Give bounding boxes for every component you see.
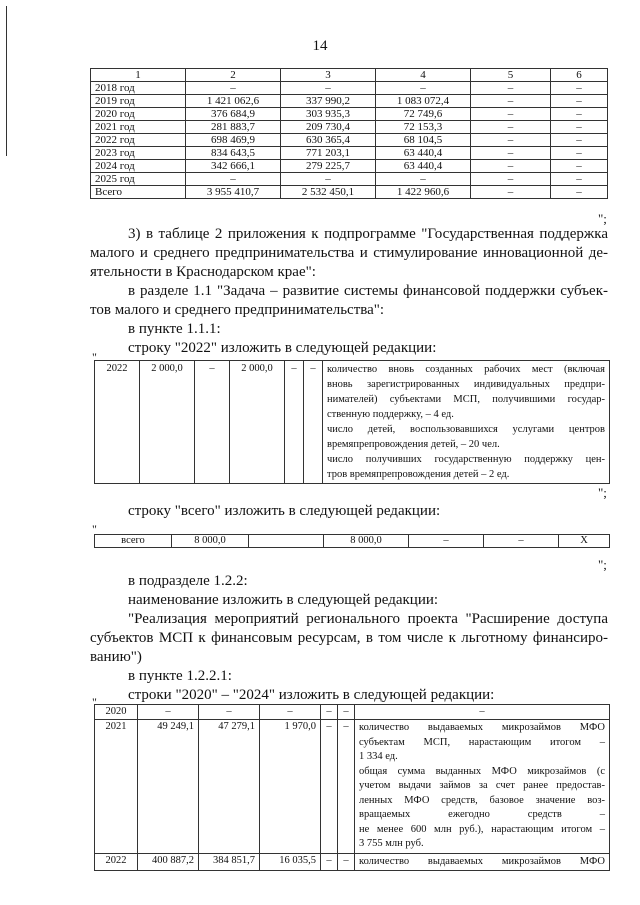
value-cell: – — [471, 147, 551, 160]
value-cell: – — [321, 720, 338, 854]
row-label-cell: 2018 год — [91, 82, 186, 95]
desc-line: число детей, воспользовавшихся услугами центров — [327, 424, 605, 435]
value-cell: 630 365,4 — [281, 134, 376, 147]
value-cell: 1 970,0 — [260, 720, 321, 854]
value-cell: 771 203,1 — [281, 147, 376, 160]
table-row — [91, 108, 608, 121]
table-header-row — [91, 69, 608, 82]
value-cell: 400 887,2 — [138, 853, 199, 871]
opening-quote: " — [92, 522, 97, 536]
paragraph-line: субъектов МСП к финансовым ресурсам, в том числе к льготному финансиро- — [90, 630, 608, 646]
value-cell: – — [376, 82, 471, 95]
value-cell: – — [551, 121, 608, 134]
year-cell: 2021 — [95, 720, 138, 854]
value-cell: – — [471, 134, 551, 147]
value-cell: – — [195, 361, 230, 484]
value-cell: 303 935,3 — [281, 108, 376, 121]
row-label-cell: 2021 год — [91, 121, 186, 134]
value-cell: 698 469,9 — [186, 134, 281, 147]
desc-line: субъектам МСП, нарастающим итогом – — [359, 736, 605, 748]
table-header-cell: 4 — [376, 69, 471, 82]
table-row — [95, 720, 610, 854]
paragraph-line: строку "2022" изложить в следующей редакции: — [128, 340, 437, 356]
paragraph-line: в пункте 1.2.2.1: — [128, 668, 232, 684]
paragraph-line: строку "всего" изложить в следующей редакции: — [128, 503, 441, 519]
value-cell: – — [338, 720, 355, 854]
value-cell: 281 883,7 — [186, 121, 281, 134]
row-label-cell: 2020 год — [91, 108, 186, 121]
desc-line: ленных МФО средств, базовое значение воз- — [359, 794, 605, 806]
value-cell: – — [471, 160, 551, 173]
paragraph-line: ятельности в Краснодарском крае": — [90, 264, 316, 280]
paragraph-line: в подразделе 1.2.2: — [128, 573, 248, 589]
value-cell: – — [186, 173, 281, 186]
value-cell: – — [321, 853, 338, 871]
value-cell: 16 035,5 — [260, 853, 321, 871]
row-label-cell: 2024 год — [91, 160, 186, 173]
value-cell: – — [304, 361, 323, 484]
value-cell: – — [551, 186, 608, 199]
value-cell: 72 153,3 — [376, 121, 471, 134]
value-cell: 63 440,4 — [376, 160, 471, 173]
table-header-cell: 6 — [551, 69, 608, 82]
value-cell: – — [321, 705, 338, 720]
table-row — [91, 121, 608, 134]
paragraph-line: строки "2020" – "2024" изложить в следующей редакции: — [128, 687, 495, 703]
value-cell: 2 000,0 — [140, 361, 195, 484]
table-row — [91, 95, 608, 108]
table-row — [91, 147, 608, 160]
value-cell: – — [285, 361, 304, 484]
opening-quote: " — [92, 350, 97, 364]
paragraph-line: малого и среднего предпринимательства и стимулирование инновационной де- — [90, 245, 608, 261]
value-cell: 8 000,0 — [172, 535, 249, 548]
value-cell: 49 249,1 — [138, 720, 199, 854]
paragraph-line: "Реализация мероприятий регионального проекта "Расширение доступа — [128, 611, 608, 627]
value-cell: – — [355, 705, 610, 720]
value-cell: – — [484, 535, 559, 548]
desc-line: не менее 600 млн руб.), нарастающим итогом – — [359, 823, 605, 835]
paragraph-line: 3) в таблице 2 приложения к подпрограмме "Государственная поддержка — [128, 226, 608, 242]
value-cell: – — [376, 173, 471, 186]
row-label-cell: 2019 год — [91, 95, 186, 108]
value-cell: 3 955 410,7 — [186, 186, 281, 199]
desc-line: число получивших государственную поддержку цен- — [327, 454, 605, 465]
value-cell: – — [551, 82, 608, 95]
value-cell: 2 000,0 — [230, 361, 285, 484]
value-cell: 72 749,6 — [376, 108, 471, 121]
closing-quote: "; — [598, 211, 607, 226]
desc-line: тров времяпрепровождения детей – 2 ед. — [327, 469, 510, 480]
desc-line: общая сумма выданных МФО микрозаймов (с — [359, 765, 605, 777]
closing-quote: "; — [598, 557, 607, 572]
value-cell: – — [409, 535, 484, 548]
opening-quote: " — [92, 695, 97, 709]
value-cell: 1 083 072,4 — [376, 95, 471, 108]
page-number: 14 — [312, 38, 328, 54]
paragraph-line: тов малого и среднего предпринимательства": — [90, 302, 385, 318]
value-cell: 209 730,4 — [281, 121, 376, 134]
table-header-cell: 5 — [471, 69, 551, 82]
desc-line: нимателей) субъектами МСП, получившими государ- — [327, 394, 605, 405]
table-row — [91, 134, 608, 147]
funding-table — [90, 68, 608, 199]
value-cell: – — [260, 705, 321, 720]
label-cell: всего — [95, 535, 172, 548]
value-cell: – — [281, 173, 376, 186]
desc-line: вращаемых ежегодно средств – — [359, 809, 605, 820]
year-cell: 2022 — [95, 853, 138, 871]
value-cell: 1 422 960,6 — [376, 186, 471, 199]
value-cell: – — [471, 108, 551, 121]
value-cell: 1 421 062,6 — [186, 95, 281, 108]
value-cell: – — [471, 95, 551, 108]
table-row — [91, 82, 608, 95]
desc-line: количество выдаваемых микрозаймов МФО — [359, 855, 605, 867]
value-cell: 63 440,4 — [376, 147, 471, 160]
value-cell: 2 532 450,1 — [281, 186, 376, 199]
value-cell — [249, 535, 324, 548]
desc-line: времяпрепровождения детей, – 20 чел. — [327, 439, 500, 450]
value-cell: 834 643,5 — [186, 147, 281, 160]
value-cell: – — [338, 705, 355, 720]
desc-line: ственную поддержку, – 4 ед. — [327, 409, 454, 420]
table-header-cell: 3 — [281, 69, 376, 82]
desc-line: 3 755 млн руб. — [359, 838, 424, 849]
indicator-description — [323, 361, 610, 484]
value-cell: – — [471, 186, 551, 199]
value-cell: 8 000,0 — [324, 535, 409, 548]
table-header-cell: 2 — [186, 69, 281, 82]
value-cell: – — [471, 173, 551, 186]
value-cell: – — [551, 95, 608, 108]
paragraph-line: ванию") — [90, 649, 142, 665]
indicator-description — [355, 720, 610, 854]
value-cell: – — [471, 82, 551, 95]
value-cell: – — [199, 705, 260, 720]
value-cell: 384 851,7 — [199, 853, 260, 871]
table-row — [95, 853, 610, 871]
desc-line: количество вновь созданных рабочих мест (включая — [327, 364, 605, 375]
value-cell: X — [559, 535, 610, 548]
value-cell: – — [551, 108, 608, 121]
row-label-cell: 2023 год — [91, 147, 186, 160]
year-cell: 2022 — [95, 361, 140, 484]
table-row — [91, 160, 608, 173]
closing-quote: "; — [598, 485, 607, 500]
row-label-cell: 2022 год — [91, 134, 186, 147]
value-cell: – — [551, 134, 608, 147]
value-cell: 337 990,2 — [281, 95, 376, 108]
table-row — [95, 705, 610, 720]
row-2022-table — [94, 360, 610, 484]
value-cell: – — [338, 853, 355, 871]
value-cell: 376 684,9 — [186, 108, 281, 121]
value-cell: – — [138, 705, 199, 720]
value-cell: 342 666,1 — [186, 160, 281, 173]
value-cell: – — [551, 173, 608, 186]
desc-line: вновь зарегистрированных индивидуальных предпри- — [327, 379, 605, 390]
year-cell: 2020 — [95, 705, 138, 720]
desc-line: количество выдаваемых микрозаймов МФО — [359, 722, 605, 733]
value-cell: – — [471, 121, 551, 134]
table-row — [95, 535, 610, 548]
row-label-cell: Всего — [91, 186, 186, 199]
value-cell: – — [281, 82, 376, 95]
indicator-description — [355, 853, 610, 871]
row-total-table — [94, 534, 610, 548]
value-cell: – — [551, 160, 608, 173]
row-label-cell: 2025 год — [91, 173, 186, 186]
table-header-cell: 1 — [91, 69, 186, 82]
value-cell: – — [186, 82, 281, 95]
paragraph-line: наименование изложить в следующей редакции: — [128, 592, 439, 608]
value-cell: 68 104,5 — [376, 134, 471, 147]
table-row — [95, 361, 610, 484]
value-cell: 279 225,7 — [281, 160, 376, 173]
margin-line — [6, 6, 7, 156]
desc-line: учетом выдачи займов за счет ранее предостав- — [359, 780, 605, 791]
rows-2020-2024-table — [94, 704, 610, 871]
paragraph-line: в разделе 1.1 "Задача – развитие системы финансовой поддержки субъек- — [128, 283, 608, 299]
table-row — [91, 173, 608, 186]
table-row — [91, 186, 608, 199]
value-cell: 47 279,1 — [199, 720, 260, 854]
value-cell: – — [551, 147, 608, 160]
paragraph-line: в пункте 1.1.1: — [128, 321, 221, 337]
desc-line: 1 334 ед. — [359, 751, 398, 762]
